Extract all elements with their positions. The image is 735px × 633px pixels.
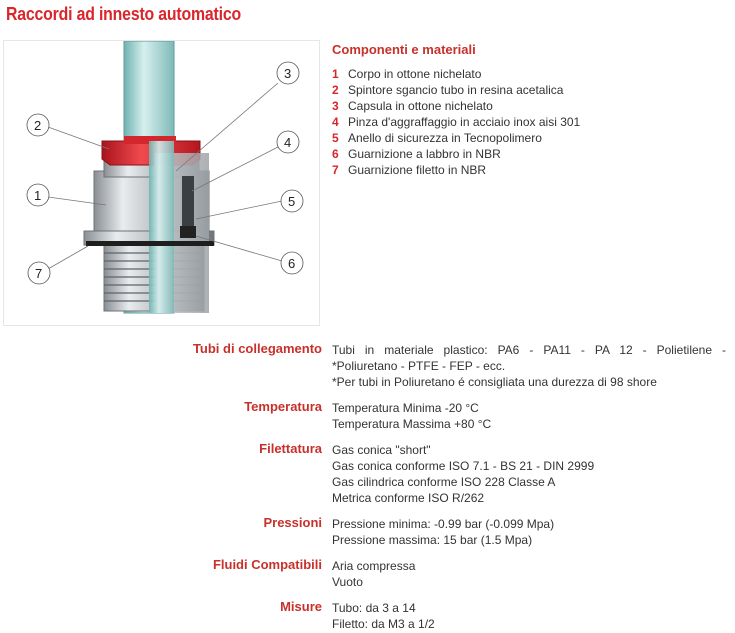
component-number: 5 bbox=[332, 131, 339, 145]
spec-label: Tubi di collegamento bbox=[192, 341, 322, 356]
spec-line: Gas conica "short" bbox=[332, 443, 431, 457]
component-number: 6 bbox=[332, 147, 339, 161]
spec-value bbox=[332, 442, 726, 506]
spec-label: Fluidi Compatibili bbox=[212, 557, 322, 572]
fitting-diagram bbox=[4, 41, 319, 325]
component-item bbox=[332, 130, 580, 146]
svg-text:6: 6 bbox=[288, 256, 296, 271]
components-list bbox=[332, 66, 580, 178]
spec-line: *Poliuretano - PTFE - FEP - ecc. bbox=[332, 359, 506, 373]
component-text: Capsula in ottone nichelato bbox=[348, 99, 493, 113]
spec-value bbox=[332, 516, 726, 548]
spec-value bbox=[332, 342, 726, 390]
svg-text:2: 2 bbox=[34, 118, 42, 133]
callout-5 bbox=[196, 190, 303, 219]
callout-3 bbox=[176, 62, 299, 171]
spec-value bbox=[332, 558, 726, 590]
spec-line: Temperatura Minima -20 °C bbox=[332, 401, 479, 415]
spec-line: Temperatura Massima +80 °C bbox=[332, 417, 492, 431]
spec-value bbox=[332, 600, 726, 632]
component-text: Guarnizione a labbro in NBR bbox=[348, 147, 501, 161]
component-text: Guarnizione filetto in NBR bbox=[348, 163, 487, 177]
svg-text:7: 7 bbox=[35, 266, 43, 281]
component-item bbox=[332, 98, 580, 114]
page-title: Raccordi ad innesto automatico bbox=[6, 4, 242, 24]
spec-line: Pressione minima: -0.99 bar (-0.099 Mpa) bbox=[332, 517, 555, 531]
spec-label: Pressioni bbox=[263, 515, 322, 530]
spec-label: Filettatura bbox=[259, 441, 322, 456]
component-item bbox=[332, 82, 580, 98]
component-text: Corpo in ottone nichelato bbox=[348, 67, 482, 81]
component-item bbox=[332, 162, 580, 178]
spec-label: Temperatura bbox=[244, 399, 322, 414]
component-number: 2 bbox=[332, 83, 339, 97]
callout-2 bbox=[27, 114, 109, 149]
component-item bbox=[332, 114, 580, 130]
callout-7 bbox=[28, 246, 88, 284]
svg-text:3: 3 bbox=[284, 66, 292, 81]
component-item bbox=[332, 66, 580, 82]
svg-text:5: 5 bbox=[288, 194, 296, 209]
component-number: 3 bbox=[332, 99, 339, 113]
components-heading: Componenti e materiali bbox=[332, 42, 476, 57]
spec-line: *Per tubi in Poliuretano é consigliata una durezza di 98 shore bbox=[332, 375, 657, 389]
fitting-cutaway-illustration bbox=[3, 40, 320, 326]
spec-value bbox=[332, 400, 726, 432]
spec-line: Gas cilindrica conforme ISO 228 Classe A bbox=[332, 475, 556, 489]
spec-line: Tubi in materiale plastico: PA6 - PA11 - PA 12 - Polietilene - bbox=[332, 343, 726, 357]
component-number: 1 bbox=[332, 67, 339, 81]
spec-line: Gas conica conforme ISO 7.1 - BS 21 - DIN 2999 bbox=[332, 459, 595, 473]
component-item bbox=[332, 146, 580, 162]
spec-line: Filetto: da M3 a 1/2 bbox=[332, 617, 435, 631]
spec-line: Pressione massima: 15 bar (1.5 Mpa) bbox=[332, 533, 533, 547]
spec-line: Aria compressa bbox=[332, 559, 416, 573]
component-number: 7 bbox=[332, 163, 339, 177]
svg-text:4: 4 bbox=[284, 135, 292, 150]
component-number: 4 bbox=[332, 115, 339, 129]
svg-text:1: 1 bbox=[34, 188, 42, 203]
component-text: Anello di sicurezza in Tecnopolimero bbox=[348, 131, 542, 145]
component-text: Pinza d'aggraffaggio in acciaio inox aisi 301 bbox=[348, 115, 581, 129]
spec-label: Misure bbox=[280, 599, 322, 614]
spec-line: Vuoto bbox=[332, 575, 363, 589]
component-text: Spintore sgancio tubo in resina acetalica bbox=[348, 83, 564, 97]
spec-line: Metrica conforme ISO R/262 bbox=[332, 491, 485, 505]
spec-line: Tubo: da 3 a 14 bbox=[332, 601, 416, 615]
